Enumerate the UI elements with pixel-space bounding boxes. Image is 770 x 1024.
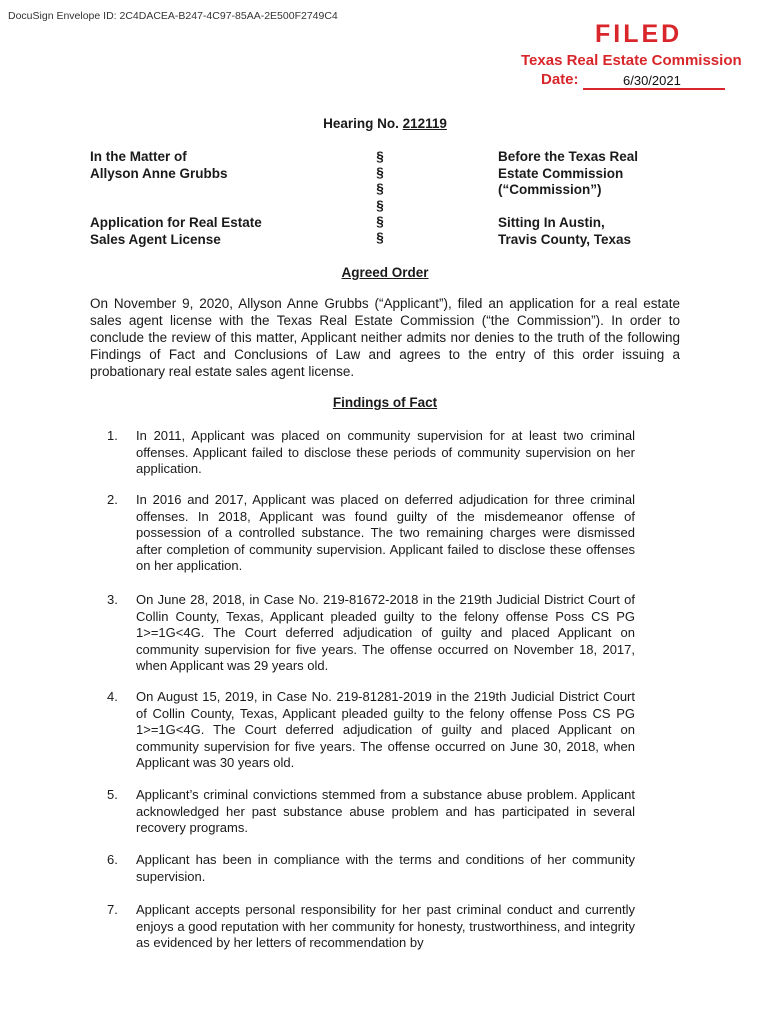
finding-number: 4. <box>107 689 118 704</box>
caption-application-line1: Application for Real Estate <box>90 215 262 230</box>
finding-number: 2. <box>107 492 118 507</box>
finding-text: On August 15, 2019, in Case No. 219-81281-2019 in the 219th Judicial District Court of Collin County, Texas, Applicant pleaded guilty to the felony offense Poss CS PG 1>=1G<4G. The Court deferred adjudication of guilty and placed Applicant on community supervision for five years. The offense occurred on June 30, 2018, when Applicant was 30 years old. <box>136 689 635 770</box>
finding-item <box>90 902 635 952</box>
finding-number: 6. <box>107 852 118 867</box>
finding-text: Applicant’s criminal convictions stemmed from a substance abuse problem. Applicant acknowledged her past substance abuse problem and has participated in several recovery programs. <box>136 787 635 835</box>
section-symbols-column <box>374 149 386 246</box>
caption-matter-of: In the Matter of <box>90 149 187 164</box>
caption-applicant-name: Allyson Anne Grubbs <box>90 165 228 181</box>
caption-sitting-line2: Travis County, Texas <box>498 231 632 247</box>
finding-number: 7. <box>107 902 118 917</box>
finding-item <box>90 787 635 837</box>
caption-left-top <box>90 149 228 182</box>
caption-before-line1: Before the Texas Real <box>498 149 639 164</box>
caption-before-line3: (“Commission”) <box>498 182 602 197</box>
section-symbol: § <box>376 165 384 181</box>
finding-text: In 2016 and 2017, Applicant was placed on deferred adjudication for three criminal offenses. In 2018, Applicant was found guilty of the misdemeanor offense of possession of a controlled substance. The two remaining charges were dismissed after completion of community supervision. Applicant failed to disclose these offenses on her application. <box>136 492 635 573</box>
finding-item <box>90 852 635 885</box>
section-symbol: § <box>376 230 384 246</box>
hearing-label: Hearing No. <box>323 116 399 131</box>
section-symbol: § <box>376 181 384 197</box>
filed-stamp-date-value: 6/30/2021 <box>623 73 681 88</box>
finding-number: 5. <box>107 787 118 802</box>
hearing-number <box>0 116 770 131</box>
section-symbol: § <box>376 197 384 213</box>
finding-item <box>90 492 635 575</box>
caption-application-line2: Sales Agent License <box>90 231 221 247</box>
filed-stamp-commission: Texas Real Estate Commission <box>521 52 742 69</box>
caption-left-bottom <box>90 215 262 248</box>
findings-of-fact-heading: Findings of Fact <box>332 395 438 410</box>
caption-right-bottom <box>498 215 631 248</box>
finding-text: On June 28, 2018, in Case No. 219-81672-2018 in the 219th Judicial District Court of Collin County, Texas, Applicant pleaded guilty to the felony offense Poss CS PG 1>=1G<4G. The Court deferred adjudication of guilty and placed Applicant on community supervision for five years. The offense occurred on November 18, 2017, when Applicant was 29 years old. <box>136 592 635 673</box>
filed-stamp-date-label: Date: <box>541 71 579 88</box>
finding-text: Applicant has been in compliance with the terms and conditions of her community supervision. <box>136 852 635 884</box>
finding-item <box>90 689 635 772</box>
filed-stamp-date-underline <box>583 88 725 90</box>
section-symbol: § <box>376 149 384 164</box>
agreed-order-heading: Agreed Order <box>341 265 429 280</box>
section-symbol: § <box>376 213 384 229</box>
finding-text: Applicant accepts personal responsibility for her past criminal conduct and currently enjoys a good reputation with her community for honesty, trustworthiness, and integrity as evidenced by her letters of recommendation by <box>136 902 635 950</box>
finding-item <box>90 592 635 675</box>
caption-sitting-line1: Sitting In Austin, <box>498 215 605 230</box>
finding-number: 3. <box>107 592 118 607</box>
docusign-envelope-id: DocuSign Envelope ID: 2C4DACEA-B247-4C97-85AA-2E500F2749C4 <box>8 10 338 22</box>
finding-text: In 2011, Applicant was placed on community supervision for at least two criminal offenses. Applicant failed to disclose these periods of community supervision on her application. <box>136 428 635 476</box>
filed-stamp-title: FILED <box>595 20 683 48</box>
finding-item <box>90 428 635 478</box>
intro-paragraph: On November 9, 2020, Allyson Anne Grubbs (“Applicant”), filed an application for a real estate sales agent license with the Texas Real Estate Commission (“the Commission”). In order to conclude the review of this matter, Applicant neither admits nor denies to the truth of the following Findings of Fact and Conclusions of Law and agrees to the entry of this order issuing a probationary real estate sales agent license. <box>90 296 680 379</box>
hearing-number-value: 212119 <box>402 116 447 131</box>
caption-right-top <box>498 149 638 199</box>
finding-number: 1. <box>107 428 118 443</box>
caption-before-line2: Estate Commission <box>498 165 624 181</box>
